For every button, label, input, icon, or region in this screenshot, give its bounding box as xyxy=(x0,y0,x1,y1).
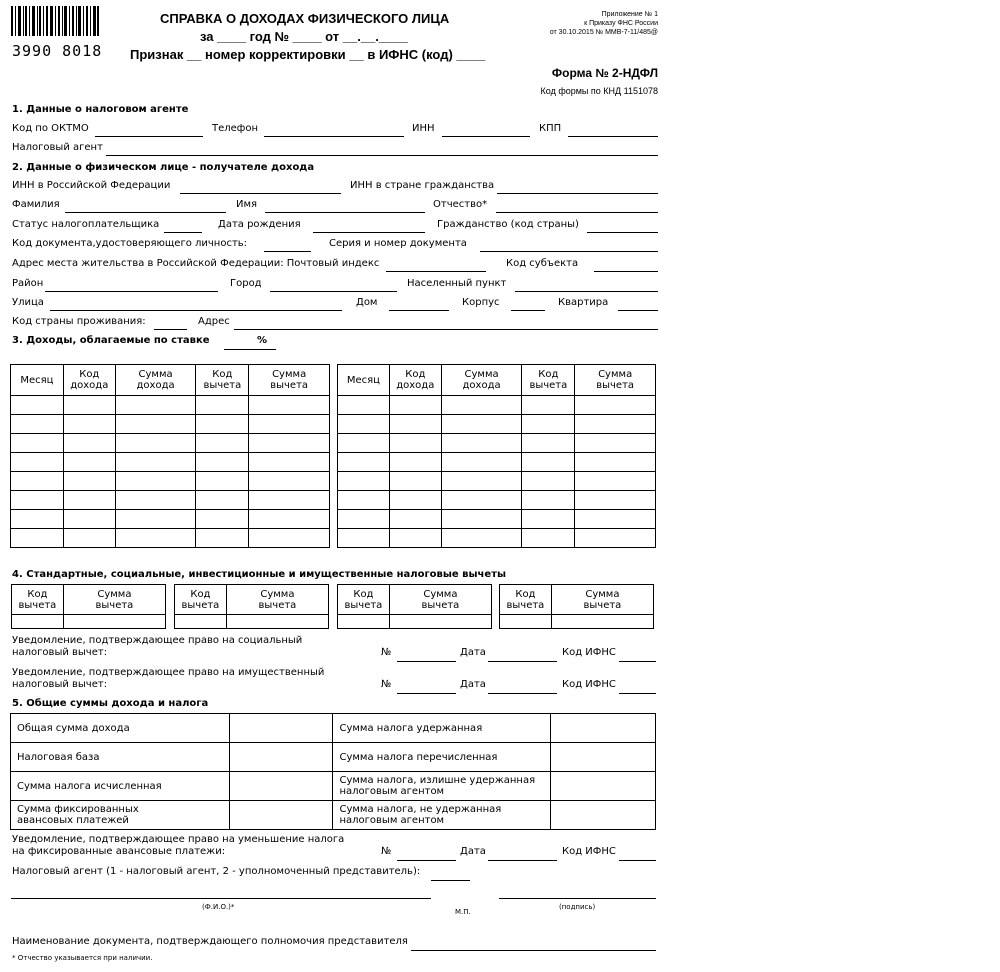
income-table-right xyxy=(337,364,656,548)
notice-social-line-2: налоговый вычет: xyxy=(12,647,108,658)
notice-property-date-field[interactable] xyxy=(488,693,557,694)
table-cell[interactable] xyxy=(115,472,196,491)
notice-property-line-1: Уведомление, подтверждающее право на имущественный xyxy=(12,667,325,678)
table-cell[interactable] xyxy=(196,415,249,434)
notice-property-ifns-label: Код ИФНС xyxy=(562,679,616,690)
table-cell[interactable] xyxy=(63,491,115,510)
signature-field[interactable] xyxy=(499,898,656,899)
header-month: Месяц xyxy=(11,365,64,396)
deduction-table-4 xyxy=(499,584,654,629)
table-cell[interactable] xyxy=(522,453,575,472)
notice-reduction-date-label: Дата xyxy=(460,846,486,857)
table-row xyxy=(338,415,656,434)
stamp-caption: М.П. xyxy=(455,908,471,916)
table-cell[interactable] xyxy=(249,415,330,434)
notice-property-no-label: № xyxy=(381,679,392,690)
tax-transferred-label: Сумма налога перечисленная xyxy=(333,743,551,772)
table-cell[interactable] xyxy=(522,415,575,434)
appendix-line-3: от 30.10.2015 № ММВ-7-11/485@ xyxy=(549,29,658,36)
table-cell[interactable] xyxy=(11,396,64,415)
table-cell[interactable] xyxy=(522,491,575,510)
fio-field[interactable] xyxy=(11,898,431,899)
table-row xyxy=(338,529,656,548)
district-field[interactable] xyxy=(45,291,218,292)
house-label: Дом xyxy=(356,297,378,308)
fixed-payments-cell[interactable] xyxy=(229,801,333,830)
table-cell[interactable] xyxy=(249,491,330,510)
table-row xyxy=(11,415,330,434)
birth-date-label: Дата рождения xyxy=(218,219,301,230)
postal-code-field[interactable] xyxy=(386,271,486,272)
table-cell[interactable] xyxy=(441,529,522,548)
tax-not-withheld-cell[interactable] xyxy=(551,801,656,830)
table-cell[interactable] xyxy=(575,415,656,434)
table-cell[interactable] xyxy=(441,472,522,491)
table-cell[interactable] xyxy=(115,491,196,510)
table-cell[interactable] xyxy=(575,434,656,453)
header-deduction-code: Код вычета xyxy=(175,585,227,615)
table-cell[interactable] xyxy=(575,472,656,491)
tax-calculated-cell[interactable] xyxy=(229,772,333,801)
tax-base-cell[interactable] xyxy=(229,743,333,772)
flat-field[interactable] xyxy=(618,310,658,311)
table-cell[interactable] xyxy=(338,453,390,472)
address-label: Адрес xyxy=(198,316,230,327)
surname-label: Фамилия xyxy=(12,199,60,210)
region-code-label: Код субъекта xyxy=(506,258,579,269)
table-cell[interactable] xyxy=(249,434,330,453)
doc-code-label: Код документа,удостоверяющего личность: xyxy=(12,238,248,249)
doc-series-label: Серия и номер документа xyxy=(329,238,467,249)
table-cell[interactable] xyxy=(575,396,656,415)
kpp-label: КПП xyxy=(539,123,562,134)
deduction-code-cell[interactable] xyxy=(338,615,390,629)
table-cell[interactable] xyxy=(196,396,249,415)
status-label: Статус налогоплательщика xyxy=(12,219,160,230)
header-deduction-sum: Сумма вычета xyxy=(575,365,656,396)
country-code-label: Код страны проживания: xyxy=(12,316,146,327)
inn-rf-field[interactable] xyxy=(180,193,341,194)
address-field[interactable] xyxy=(234,329,658,330)
table-cell[interactable] xyxy=(196,472,249,491)
income-table-left xyxy=(10,364,330,548)
tax-overwithheld-cell[interactable] xyxy=(551,772,656,801)
country-code-field[interactable] xyxy=(154,329,187,330)
notice-social-date-label: Дата xyxy=(460,647,486,658)
agent-type-label: Налоговый агент (1 - налоговый агент, 2 - уполномоченный представитель): xyxy=(12,866,421,877)
appendix-line-2: к Приказу ФНС России xyxy=(584,20,658,27)
table-row xyxy=(338,396,656,415)
knd-code: Код формы по КНД 1151078 xyxy=(540,86,658,96)
phone-label: Телефон xyxy=(212,123,259,134)
city-label: Город xyxy=(230,278,262,289)
deduction-table-2 xyxy=(174,584,329,629)
table-cell[interactable] xyxy=(575,510,656,529)
table-cell[interactable] xyxy=(115,510,196,529)
building-field[interactable] xyxy=(511,310,545,311)
table-cell[interactable] xyxy=(115,396,196,415)
fixed-payments-line-2: авансовых платежей xyxy=(17,815,129,826)
agent-field[interactable] xyxy=(106,155,658,156)
section-2-title: 2. Данные о физическом лице - получателе дохода xyxy=(12,162,315,173)
table-cell[interactable] xyxy=(63,434,115,453)
table-row xyxy=(338,510,656,529)
authority-doc-field[interactable] xyxy=(411,950,656,951)
fio-caption: (Ф.И.О.)* xyxy=(202,903,235,911)
header-income-code: Код дохода xyxy=(63,365,115,396)
oktmo-label: Код по ОКТМО xyxy=(12,123,89,134)
section-5-title: 5. Общие суммы дохода и налога xyxy=(12,698,209,709)
table-cell[interactable] xyxy=(389,396,441,415)
table-cell[interactable] xyxy=(441,510,522,529)
table-row xyxy=(11,472,330,491)
deduction-table-1 xyxy=(11,584,166,629)
table-cell[interactable] xyxy=(11,434,64,453)
table-cell[interactable] xyxy=(196,434,249,453)
doc-series-field[interactable] xyxy=(480,251,658,252)
header-month: Месяц xyxy=(338,365,390,396)
notice-property-no-field[interactable] xyxy=(397,693,456,694)
total-income-label: Общая сумма дохода xyxy=(11,714,230,743)
inn-label: ИНН xyxy=(412,123,435,134)
inn-field[interactable] xyxy=(442,136,530,137)
notice-reduction-ifns-field[interactable] xyxy=(619,860,656,861)
city-field[interactable] xyxy=(270,291,397,292)
authority-doc-label: Наименование документа, подтверждающего полномочия представителя xyxy=(12,936,408,947)
table-cell[interactable] xyxy=(441,396,522,415)
table-row xyxy=(338,434,656,453)
header-income-sum: Сумма дохода xyxy=(441,365,522,396)
section-4-title: 4. Стандартные, социальные, инвестиционные и имущественные налоговые вычеты xyxy=(12,569,507,580)
table-row xyxy=(11,529,330,548)
table-row xyxy=(338,453,656,472)
table-cell[interactable] xyxy=(249,472,330,491)
flat-label: Квартира xyxy=(558,297,609,308)
notice-social-ifns-label: Код ИФНС xyxy=(562,647,616,658)
table-cell[interactable] xyxy=(389,434,441,453)
table-row xyxy=(11,453,330,472)
table-cell[interactable] xyxy=(389,415,441,434)
table-cell[interactable] xyxy=(441,453,522,472)
settlement-field[interactable] xyxy=(515,291,658,292)
table-cell[interactable] xyxy=(441,491,522,510)
table-cell[interactable] xyxy=(575,529,656,548)
district-label: Район xyxy=(12,278,44,289)
table-cell[interactable] xyxy=(11,415,64,434)
table-row xyxy=(11,434,330,453)
deduction-table-3 xyxy=(337,584,492,629)
notice-property-date-label: Дата xyxy=(460,679,486,690)
notice-social-no-field[interactable] xyxy=(397,661,456,662)
notice-social-ifns-field[interactable] xyxy=(619,661,656,662)
tax-overwithheld-line-1: Сумма налога, излишне удержанная xyxy=(339,775,536,786)
table-cell[interactable] xyxy=(522,510,575,529)
name-field[interactable] xyxy=(265,212,425,213)
citizenship-label: Гражданство (код страны) xyxy=(437,219,579,230)
table-cell[interactable] xyxy=(389,491,441,510)
deduction-sum-cell[interactable] xyxy=(551,615,653,629)
surname-field[interactable] xyxy=(65,212,226,213)
barcode-icon xyxy=(11,6,99,42)
table-cell[interactable] xyxy=(63,529,115,548)
table-cell[interactable] xyxy=(522,396,575,415)
deduction-code-cell[interactable] xyxy=(175,615,227,629)
house-field[interactable] xyxy=(389,310,449,311)
form-name: Форма № 2-НДФЛ xyxy=(551,66,658,80)
fixed-payments-line-1: Сумма фиксированных xyxy=(17,804,139,815)
deduction-sum-cell[interactable] xyxy=(226,615,328,629)
table-cell[interactable] xyxy=(338,529,390,548)
table-cell[interactable] xyxy=(196,529,249,548)
table-cell[interactable] xyxy=(11,491,64,510)
table-cell[interactable] xyxy=(196,510,249,529)
tax-overwithheld-line-2: налоговым агентом xyxy=(339,786,445,797)
table-row xyxy=(11,396,330,415)
section-1-title: 1. Данные о налоговом агенте xyxy=(12,104,189,115)
notice-reduction-line-2: на фиксированные авансовые платежи: xyxy=(12,846,226,857)
tax-overwithheld-label xyxy=(333,772,551,801)
table-cell[interactable] xyxy=(196,453,249,472)
table-row xyxy=(11,510,330,529)
table-cell[interactable] xyxy=(441,434,522,453)
header-deduction-code: Код вычета xyxy=(522,365,575,396)
header-deduction-sum: Сумма вычета xyxy=(389,585,491,615)
street-field[interactable] xyxy=(50,310,342,311)
notice-property-ifns-field[interactable] xyxy=(619,693,656,694)
table-cell[interactable] xyxy=(249,453,330,472)
name-label: Имя xyxy=(236,199,258,210)
header-income-code: Код дохода xyxy=(389,365,441,396)
table-cell[interactable] xyxy=(575,453,656,472)
barcode-number: 3990 8018 xyxy=(12,42,103,60)
notice-reduction-ifns-label: Код ИФНС xyxy=(562,846,616,857)
table-cell[interactable] xyxy=(11,510,64,529)
notice-property-line-2: налоговый вычет: xyxy=(12,679,108,690)
tax-not-withheld-line-2: налоговым агентом xyxy=(339,815,445,826)
kpp-field[interactable] xyxy=(568,136,658,137)
table-cell[interactable] xyxy=(63,453,115,472)
doc-code-field[interactable] xyxy=(264,251,311,252)
table-cell[interactable] xyxy=(575,491,656,510)
table-cell[interactable] xyxy=(249,396,330,415)
header-deduction-code: Код вычета xyxy=(338,585,390,615)
table-cell[interactable] xyxy=(522,472,575,491)
header-deduction-code: Код вычета xyxy=(196,365,249,396)
table-cell[interactable] xyxy=(338,415,390,434)
table-cell[interactable] xyxy=(338,510,390,529)
notice-social-no-label: № xyxy=(381,647,392,658)
footnote: * Отчество указывается при наличии. xyxy=(12,954,153,962)
appendix-line-1: Приложение № 1 xyxy=(601,11,658,18)
table-cell[interactable] xyxy=(63,510,115,529)
header-income-sum: Сумма дохода xyxy=(115,365,196,396)
table-cell[interactable] xyxy=(11,453,64,472)
header-deduction-code: Код вычета xyxy=(500,585,552,615)
table-cell[interactable] xyxy=(338,396,390,415)
table-cell[interactable] xyxy=(522,529,575,548)
agent-label: Налоговый агент xyxy=(12,142,103,153)
citizenship-field[interactable] xyxy=(587,232,658,233)
table-cell[interactable] xyxy=(115,415,196,434)
fixed-payments-label xyxy=(11,801,230,830)
table-cell[interactable] xyxy=(338,491,390,510)
table-cell[interactable] xyxy=(115,434,196,453)
tax-transferred-cell[interactable] xyxy=(551,743,656,772)
settlement-label: Населенный пункт xyxy=(407,278,507,289)
table-cell[interactable] xyxy=(522,434,575,453)
header-deduction-sum: Сумма вычета xyxy=(226,585,328,615)
birth-date-field[interactable] xyxy=(313,232,425,233)
inn-rf-label: ИНН в Российской Федерации xyxy=(12,180,171,191)
inn-foreign-label: ИНН в стране гражданства xyxy=(350,180,495,191)
oktmo-field[interactable] xyxy=(95,136,203,137)
header-deduction-sum: Сумма вычета xyxy=(249,365,330,396)
table-cell[interactable] xyxy=(63,396,115,415)
address-rf-label: Адрес места жительства в Российской Федерации: Почтовый индекс xyxy=(12,258,380,269)
status-field[interactable] xyxy=(164,232,202,233)
tax-withheld-label: Сумма налога удержанная xyxy=(333,714,551,743)
deduction-sum-cell[interactable] xyxy=(63,615,165,629)
tax-calculated-label: Сумма налога исчисленная xyxy=(11,772,230,801)
tax-not-withheld-line-1: Сумма налога, не удержанная xyxy=(339,804,502,815)
table-cell[interactable] xyxy=(389,510,441,529)
patronymic-label: Отчество* xyxy=(433,199,488,210)
table-cell[interactable] xyxy=(63,415,115,434)
table-cell[interactable] xyxy=(441,415,522,434)
table-cell[interactable] xyxy=(338,434,390,453)
tax-base-label: Налоговая база xyxy=(11,743,230,772)
deduction-code-cell[interactable] xyxy=(500,615,552,629)
table-cell[interactable] xyxy=(11,472,64,491)
deduction-code-cell[interactable] xyxy=(12,615,64,629)
phone-field[interactable] xyxy=(264,136,404,137)
table-cell[interactable] xyxy=(196,491,249,510)
table-row xyxy=(338,472,656,491)
table-cell[interactable] xyxy=(115,529,196,548)
header-deduction-sum: Сумма вычета xyxy=(551,585,653,615)
total-income-cell[interactable] xyxy=(229,714,333,743)
form-title: СПРАВКА О ДОХОДАХ ФИЗИЧЕСКОГО ЛИЦА xyxy=(160,11,450,26)
signature-caption: (подпись) xyxy=(559,903,596,911)
tax-withheld-cell[interactable] xyxy=(551,714,656,743)
header-deduction-code: Код вычета xyxy=(12,585,64,615)
form-period: за ____ год № ____ от __.__.____ xyxy=(200,29,408,44)
notice-social-date-field[interactable] xyxy=(488,661,557,662)
table-cell[interactable] xyxy=(115,453,196,472)
notice-reduction-date-field[interactable] xyxy=(488,860,557,861)
table-cell[interactable] xyxy=(11,529,64,548)
table-cell[interactable] xyxy=(389,529,441,548)
totals-table xyxy=(10,713,656,830)
table-cell[interactable] xyxy=(249,529,330,548)
rate-field[interactable] xyxy=(224,349,276,350)
notice-reduction-no-field[interactable] xyxy=(397,860,456,861)
inn-foreign-field[interactable] xyxy=(497,193,658,194)
section-3-title: 3. Доходы, облагаемые по ставке xyxy=(12,335,210,346)
region-code-field[interactable] xyxy=(594,271,658,272)
table-cell[interactable] xyxy=(63,472,115,491)
percent-sign: % xyxy=(257,335,268,346)
agent-type-field[interactable] xyxy=(431,880,470,881)
table-cell[interactable] xyxy=(389,453,441,472)
notice-reduction-line-1: Уведомление, подтверждающее право на уменьшение налога xyxy=(12,834,345,845)
table-cell[interactable] xyxy=(389,472,441,491)
table-row xyxy=(338,491,656,510)
notice-reduction-no-label: № xyxy=(381,846,392,857)
tax-not-withheld-label xyxy=(333,801,551,830)
deduction-sum-cell[interactable] xyxy=(389,615,491,629)
notice-social-line-1: Уведомление, подтверждающее право на социальный xyxy=(12,635,303,646)
patronymic-field[interactable] xyxy=(496,212,658,213)
table-cell[interactable] xyxy=(249,510,330,529)
street-label: Улица xyxy=(12,297,44,308)
header-deduction-sum: Сумма вычета xyxy=(63,585,165,615)
form-correction: Признак __ номер корректировки __ в ИФНС (код) ____ xyxy=(130,47,486,62)
table-cell[interactable] xyxy=(338,472,390,491)
building-label: Корпус xyxy=(462,297,500,308)
table-row xyxy=(11,491,330,510)
